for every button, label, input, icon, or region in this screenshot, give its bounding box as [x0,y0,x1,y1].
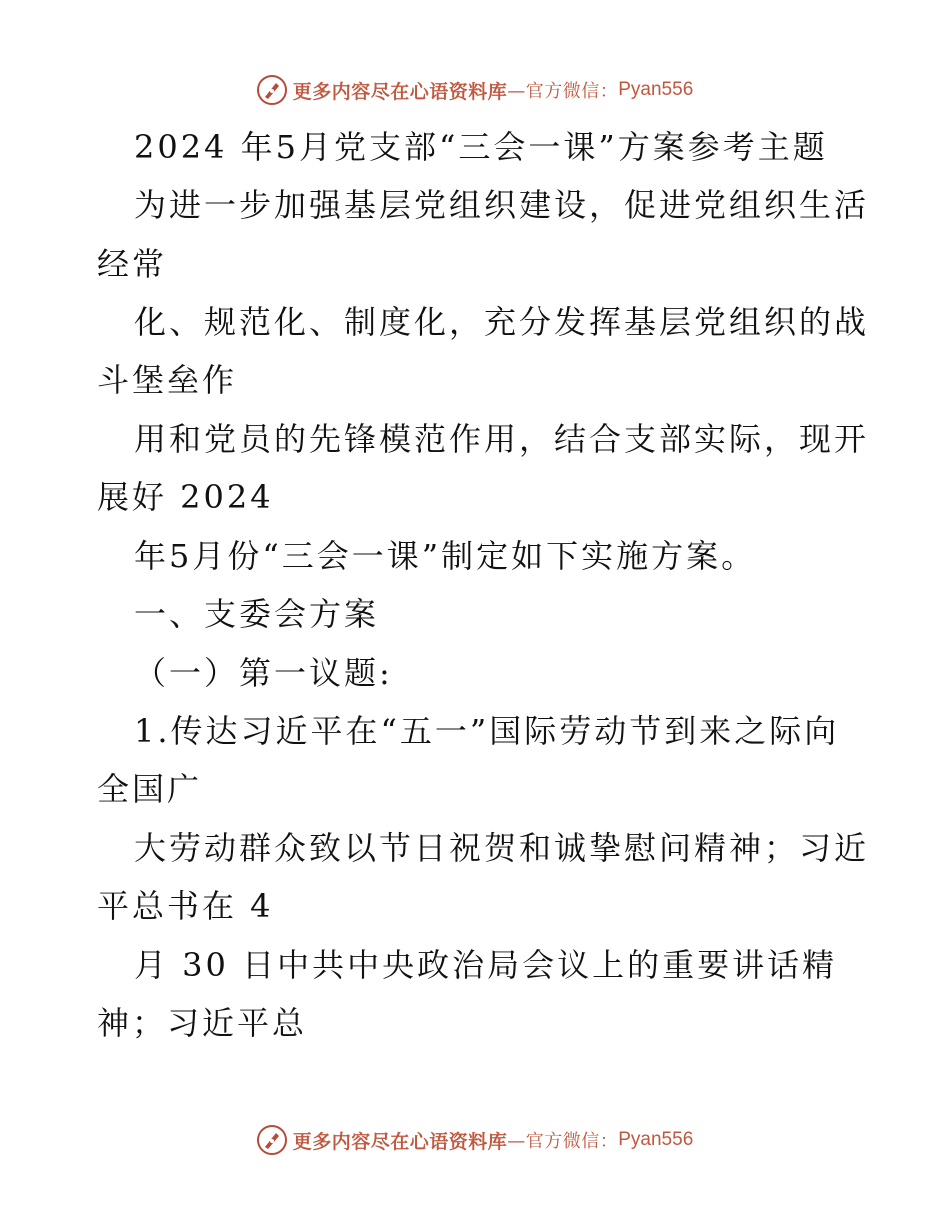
doc-title: 2024 年5月党支部“三会一课”方案参考主题 [134,128,828,166]
banner-wechat-id: Pyan556 [618,1129,694,1150]
banner-main-text: 更多内容尽在心语资料库 [292,80,508,103]
footer-banner [0,1120,950,1160]
banner-main-text: 更多内容尽在心语资料库 [292,1130,508,1153]
banner-separator-text: —官方微信： [507,81,619,102]
banner-wechat-id: Pyan556 [618,79,694,100]
doc-line: 经常 [97,245,168,283]
doc-line: 大劳动群众致以节日祝贺和诚挚慰问精神；习近 [134,829,870,867]
header-banner [0,70,950,110]
banner-separator-text: —官方微信： [507,1131,619,1152]
doc-line: 全国广 [97,770,203,808]
doc-line: 神；习近平总 [97,1004,308,1042]
doc-line: 1.传达习近平在“五一”国际劳动节到来之际向 [134,712,840,750]
doc-line: 化、规范化、制度化，充分发挥基层党组织的战 [134,303,870,341]
section-heading: 一、支委会方案 [134,595,380,633]
doc-line: 平总书在 4 [97,887,274,925]
doc-line: 月 30 日中共中央政治局会议上的重要讲话精 [134,946,838,984]
pen-nib-logo-icon [257,1125,287,1155]
doc-line: 展好 2024 [97,478,274,516]
doc-line: 年5月份“三会一课”制定如下实施方案。 [134,537,757,575]
subsection-heading: （一）第一议题: [134,654,393,692]
doc-line: 用和党员的先锋模范作用，结合支部实际，现开 [134,420,870,458]
pen-nib-logo-icon [257,75,287,105]
doc-line: 为进一步加强基层党组织建设，促进党组织生活 [134,186,870,224]
doc-line: 斗堡垒作 [97,361,238,399]
